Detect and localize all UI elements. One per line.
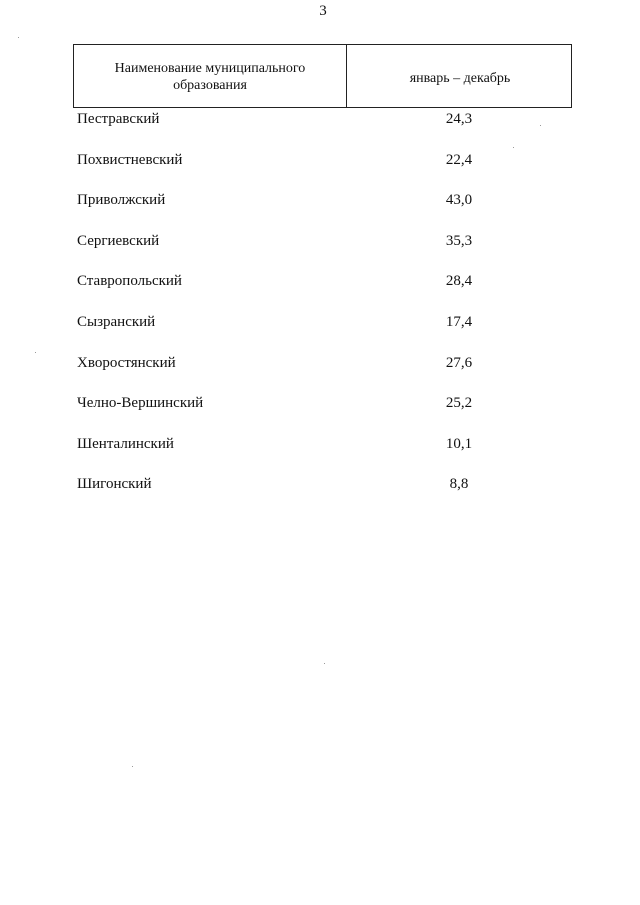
table-row <box>0 192 640 233</box>
table-body <box>0 111 640 517</box>
header-name-column <box>74 45 347 107</box>
row-value: 24,3 <box>445 111 473 127</box>
header-name-label: Наименование муниципального образования <box>114 61 306 93</box>
row-name: Похвистневский <box>77 151 183 168</box>
header-period-label: январь – декабрь <box>409 70 511 86</box>
row-name: Сергиевский <box>77 232 160 249</box>
row-value: 10,1 <box>445 435 473 452</box>
row-value: 8,8 <box>449 476 469 493</box>
table-row <box>0 355 640 396</box>
table-row <box>0 273 640 314</box>
scan-speck <box>35 352 36 353</box>
row-name: Ставропольский <box>77 273 182 290</box>
row-name: Сызранский <box>77 313 156 330</box>
table-row <box>0 111 640 152</box>
table-row <box>0 395 640 436</box>
scan-speck <box>513 147 514 148</box>
row-name: Приволжский <box>77 192 166 209</box>
header-period-column <box>347 45 571 107</box>
row-value: 27,6 <box>445 354 473 371</box>
row-value: 17,4 <box>445 313 473 330</box>
scan-speck <box>132 766 133 767</box>
row-value: 22,4 <box>445 151 473 168</box>
table-row <box>0 314 640 355</box>
row-name: Пестравский <box>77 111 160 127</box>
table-row <box>0 476 640 517</box>
row-value: 25,2 <box>445 395 473 412</box>
table-row <box>0 233 640 274</box>
scan-speck <box>540 125 541 126</box>
row-name: Хворостянский <box>77 354 176 371</box>
scan-speck <box>18 37 19 38</box>
row-value: 43,0 <box>445 192 473 209</box>
scan-speck <box>324 663 325 664</box>
row-name: Челно-Вершинский <box>77 395 204 412</box>
row-name: Шенталинский <box>77 435 174 452</box>
row-value: 28,4 <box>445 273 473 290</box>
table-row <box>0 436 640 477</box>
page-number: 3 <box>319 3 327 19</box>
table-header <box>73 44 572 108</box>
row-name: Шигонский <box>77 476 152 493</box>
row-value: 35,3 <box>445 232 473 249</box>
table-row <box>0 152 640 193</box>
